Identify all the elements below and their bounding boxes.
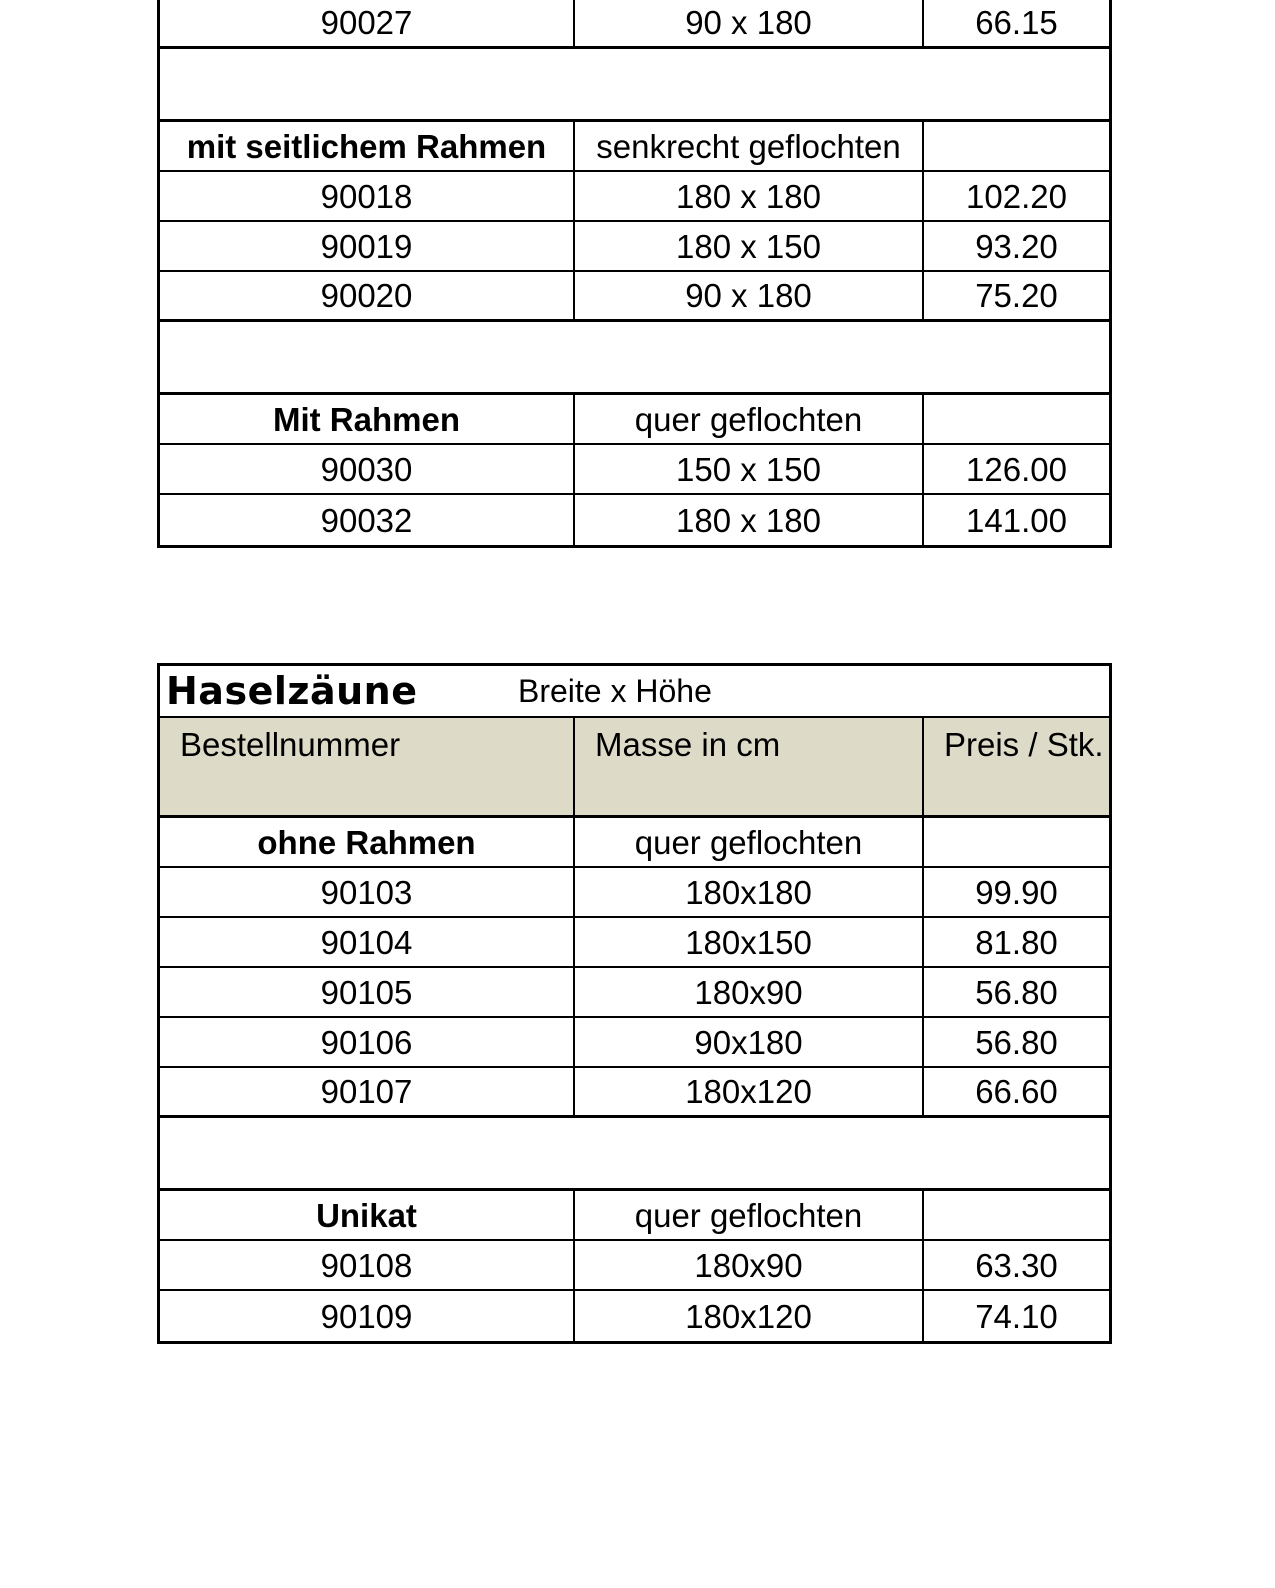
empty-cell [924, 395, 1109, 443]
size-cell: 180x150 [575, 918, 924, 966]
spacer-row [160, 49, 1109, 122]
order-number-cell: 90019 [160, 222, 575, 270]
price-table-continued [157, 0, 1112, 548]
table-row [160, 445, 1109, 495]
weave-label: quer geflochten [575, 395, 924, 443]
table-row [160, 1068, 1109, 1118]
table-row [160, 1291, 1109, 1341]
table-row [160, 1018, 1109, 1068]
price-cell: 63.30 [975, 1246, 1058, 1284]
section-header-row [160, 122, 1109, 172]
dimension-note: Breite x Höhe [518, 672, 712, 709]
column-header-price: Preis / Stk. [944, 726, 1104, 763]
size-cell: 180x180 [575, 868, 924, 916]
price-cell: 81.80 [975, 923, 1058, 961]
table-row [160, 968, 1109, 1018]
size-cell: 180x120 [575, 1291, 924, 1341]
price-cell: 141.00 [966, 501, 1067, 539]
size-cell: 180x90 [575, 968, 924, 1016]
price-cell: 126.00 [966, 450, 1067, 488]
weave-label: senkrecht geflochten [575, 122, 924, 170]
price-cell: 75.20 [975, 277, 1058, 314]
order-number-cell: 90109 [160, 1291, 575, 1341]
section-label: ohne Rahmen [160, 818, 575, 866]
empty-cell [924, 818, 1109, 866]
table-row [160, 1241, 1109, 1291]
price-cell: 66.60 [975, 1073, 1058, 1110]
table-title: Haselzäune [166, 669, 418, 713]
size-cell: 150 x 150 [575, 445, 924, 493]
section-header-row [160, 1191, 1109, 1241]
order-number-cell: 90018 [160, 172, 575, 220]
size-cell: 180x90 [575, 1241, 924, 1289]
table-row [160, 272, 1109, 322]
haselzaeune-price-table [157, 663, 1112, 1344]
table-row [160, 495, 1109, 545]
column-header-order-number: Bestellnummer [160, 718, 575, 815]
size-cell: 180 x 180 [575, 172, 924, 220]
order-number-cell: 90106 [160, 1018, 575, 1066]
size-cell: 90 x 180 [575, 0, 924, 46]
order-number-cell: 90108 [160, 1241, 575, 1289]
table-title-row [160, 666, 1109, 718]
size-cell: 180 x 150 [575, 222, 924, 270]
table-row [160, 222, 1109, 272]
column-header-size: Masse in cm [575, 718, 924, 815]
order-number-cell: 90030 [160, 445, 575, 493]
price-cell: 93.20 [975, 227, 1058, 265]
column-header-row [160, 718, 1109, 818]
table-row [160, 868, 1109, 918]
order-number-cell: 90027 [160, 0, 575, 46]
table-row [160, 0, 1109, 49]
section-header-row [160, 395, 1109, 445]
order-number-cell: 90104 [160, 918, 575, 966]
size-cell: 90x180 [575, 1018, 924, 1066]
table-row [160, 918, 1109, 968]
weave-label: quer geflochten [575, 818, 924, 866]
spacer-row [160, 1118, 1109, 1191]
price-cell: 99.90 [975, 873, 1058, 911]
size-cell: 90 x 180 [575, 272, 924, 319]
section-label: Unikat [160, 1191, 575, 1239]
order-number-cell: 90020 [160, 272, 575, 319]
price-cell: 56.80 [975, 1023, 1058, 1061]
size-cell: 180x120 [575, 1068, 924, 1115]
table-row [160, 172, 1109, 222]
weave-label: quer geflochten [575, 1191, 924, 1239]
section-label: Mit Rahmen [160, 395, 575, 443]
price-cell: 74.10 [975, 1297, 1058, 1335]
order-number-cell: 90107 [160, 1068, 575, 1115]
spacer-row [160, 322, 1109, 395]
order-number-cell: 90105 [160, 968, 575, 1016]
section-header-row [160, 818, 1109, 868]
empty-cell [924, 1191, 1109, 1239]
price-cell: 56.80 [975, 973, 1058, 1011]
price-cell: 102.20 [966, 177, 1067, 215]
order-number-cell: 90103 [160, 868, 575, 916]
size-cell: 180 x 180 [575, 495, 924, 545]
order-number-cell: 90032 [160, 495, 575, 545]
empty-cell [924, 122, 1109, 170]
price-cell: 66.15 [975, 4, 1058, 41]
section-label: mit seitlichem Rahmen [160, 122, 575, 170]
